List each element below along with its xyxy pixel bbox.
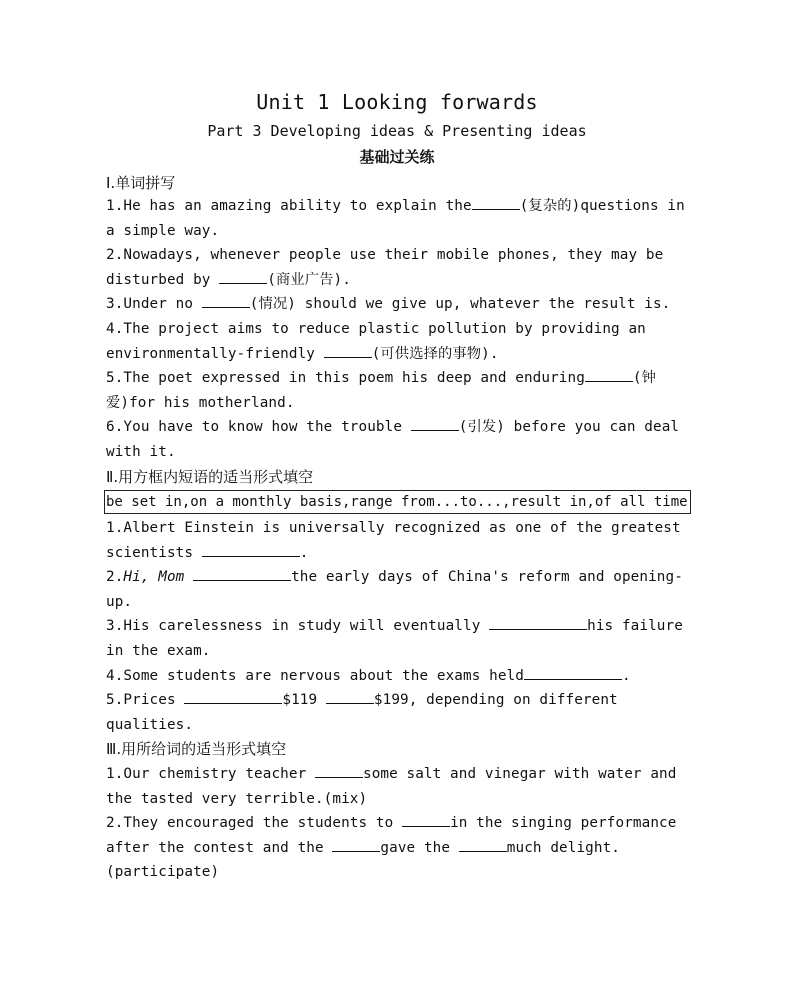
s2-question-4: [106, 664, 691, 689]
answer-blank[interactable]: [324, 343, 372, 358]
s2-q5-text-b: $119: [282, 692, 326, 708]
answer-blank[interactable]: [202, 542, 300, 557]
s1-q1-text-b: (复杂的)questions in a simple way.: [106, 198, 685, 239]
s2-q3-text-a: 3.His carelessness in study will eventually: [106, 618, 490, 634]
s2-question-3: [106, 614, 691, 663]
s1-q2-text-a: 2.Nowadays, whenever people use their mobile phones, they may be disturbed by: [106, 247, 664, 288]
s2-question-5: [106, 688, 691, 737]
answer-blank[interactable]: [472, 195, 520, 210]
s2-q1-text-b: .: [299, 544, 309, 561]
s2-q2-italic-title: Hi, Mom: [123, 569, 185, 585]
s2-q4-text-b: .: [621, 668, 631, 684]
answer-blank[interactable]: [184, 689, 282, 704]
s1-q2-text-b: (商业广告).: [267, 271, 351, 288]
answer-blank[interactable]: [219, 269, 267, 284]
s1-q6-text-a: 6.You have to know how the trouble: [106, 419, 411, 435]
s2-q5-text-c: $199, depending on different qualities.: [106, 692, 618, 733]
section-2-heading: Ⅱ.用方框内短语的适当形式填空: [106, 468, 314, 486]
s3-q2-text-a: 2.They encouraged the students to: [106, 815, 403, 831]
s1-question-6: [106, 415, 691, 464]
answer-blank[interactable]: [402, 812, 450, 827]
s2-q4-text-a: 4.Some students are nervous about the exams held: [106, 668, 524, 684]
section-3-heading: Ⅲ.用所给词的适当形式填空: [106, 740, 287, 758]
section-1-heading: Ⅰ.单词拼写: [106, 174, 176, 192]
answer-blank[interactable]: [585, 367, 633, 382]
s3-q1-text-b: some salt and vinegar with water and the tasted very terrible.(mix): [106, 766, 677, 807]
s2-question-1: [106, 516, 691, 565]
phrase-box: be set in,on a monthly basis,range from...to...,result in,of all time: [104, 490, 691, 514]
answer-blank[interactable]: [202, 293, 250, 308]
s2-question-2: [106, 565, 691, 614]
s2-q1-text-a: 1.Albert Einstein is universally recognized as one of the greatest scientists: [106, 520, 681, 561]
answer-blank[interactable]: [193, 566, 291, 581]
answer-blank[interactable]: [315, 763, 363, 778]
s2-q2-num: 2.: [106, 569, 124, 585]
s1-question-1: [106, 194, 691, 243]
page-subtitle: Part 3 Developing ideas & Presenting ideas: [207, 122, 587, 140]
s1-q5-text-b: (钟爱)for his motherland.: [106, 370, 657, 411]
s1-question-2: [106, 243, 691, 292]
s1-question-5: [106, 366, 691, 415]
s1-q3-text-b: (情况) should we give up, whatever the result is.: [249, 296, 671, 312]
s1-q4-text-a: 4.The project aims to reduce plastic pollution by providing an environmentally-friendly: [106, 321, 646, 362]
answer-blank[interactable]: [332, 837, 380, 852]
s3-q2-text-c: gave the: [380, 839, 459, 856]
s1-q3-text-a: 3.Under no: [106, 296, 202, 312]
s1-q1-text-a: 1.He has an amazing ability to explain the: [106, 198, 472, 214]
answer-blank[interactable]: [489, 615, 587, 630]
s1-question-4: [106, 317, 691, 366]
s1-q5-text-a: 5.The poet expressed in this poem his deep and enduring: [106, 370, 585, 386]
answer-blank[interactable]: [411, 416, 459, 431]
page-title: Unit 1 Looking forwards: [256, 90, 538, 114]
answer-blank[interactable]: [326, 689, 374, 704]
s3-q2-text-b: in the singing performance after the contest and the: [106, 815, 677, 856]
s3-q1-text-a: 1.Our chemistry teacher: [106, 766, 315, 782]
section-label: 基础过关练: [359, 148, 435, 166]
s3-question-2: [106, 811, 691, 885]
answer-blank[interactable]: [459, 837, 507, 852]
answer-blank[interactable]: [524, 665, 622, 680]
s3-question-1: [106, 762, 691, 811]
s1-question-3: [106, 292, 691, 317]
s1-q4-text-b: (可供选择的事物).: [371, 345, 499, 362]
s2-q2-text-b: the early days of China's reform and opening-up.: [106, 569, 683, 610]
s1-q6-text-b: (引发) before you can deal with it.: [106, 419, 680, 460]
s2-q5-text-a: 5.Prices: [106, 692, 185, 708]
s2-q3-text-b: his failure in the exam.: [106, 618, 683, 659]
s2-q2-text-a: [184, 569, 193, 585]
s3-q2-text-d: much delight.(participate): [106, 839, 620, 881]
